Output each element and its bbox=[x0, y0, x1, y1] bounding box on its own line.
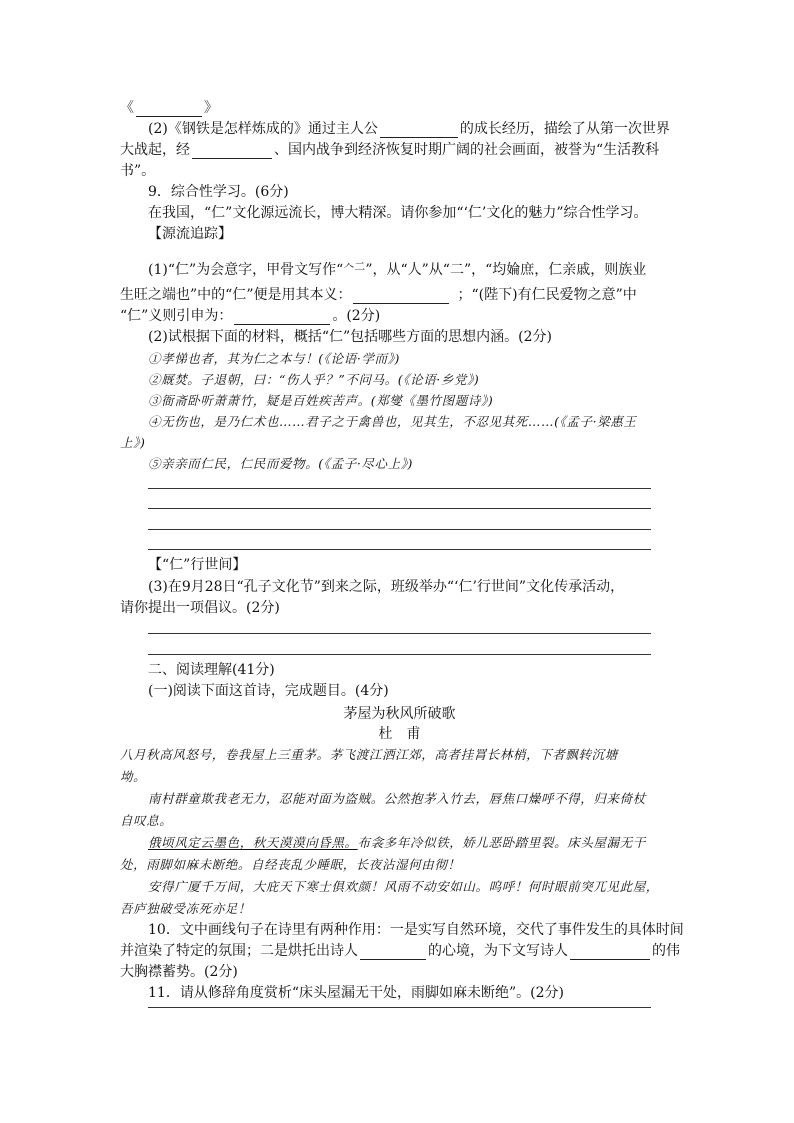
answer-blank[interactable] bbox=[353, 289, 449, 304]
poem-stanza-3 bbox=[148, 834, 646, 852]
poem-stanza-4: 安得广厦千万间，大庇天下寒士俱欢颜！风雨不动安如山。呜呼！何时眼前突兀见此屋， bbox=[148, 879, 659, 894]
section-ren-in-world: 【“仁”行世间】 bbox=[148, 557, 247, 573]
answer-blank[interactable] bbox=[380, 123, 458, 138]
part2-heading: 二、阅读理解(41分) bbox=[148, 662, 275, 678]
poem-stanza-4-cont: 吾庐独破受冻死亦足！ bbox=[120, 901, 252, 916]
answer-line[interactable] bbox=[148, 633, 651, 634]
answer-blank[interactable] bbox=[136, 102, 202, 117]
q10-line3: 大胸襟蓄势。(2分) bbox=[120, 964, 238, 980]
q9-p1-line3 bbox=[120, 307, 380, 325]
q11: 11．请从修辞角度赏析“床头屋漏无干处，雨脚如麻未断绝”。(2分) bbox=[148, 985, 564, 1001]
q9-p3-line2: 请你提出一项倡议。(2分) bbox=[120, 600, 280, 616]
poem-stanza-2: 南村群童欺我老无力，忍能对面为盗贼。公然抱茅入竹去，唇焦口燥呼不得，归来倚杖 bbox=[148, 791, 646, 806]
text: 的成长经历，描绘了从第一次世界 bbox=[459, 121, 670, 137]
material-5: ⑤亲亲而仁民，仁民而爱物。(《孟子·尽心上》) bbox=[148, 456, 414, 471]
answer-line[interactable] bbox=[148, 654, 651, 655]
section-source-tracing: 【源流追踪】 bbox=[148, 226, 232, 242]
book-open-mark: 《 bbox=[120, 100, 134, 116]
material-1: ①孝悌也者，其为仁之本与！(《论语·学而》) bbox=[148, 351, 400, 366]
answer-blank[interactable] bbox=[234, 310, 330, 325]
part2-sub1: (一)阅读下面这首诗，完成题目。(4分) bbox=[148, 683, 389, 699]
text: ”，从“人”从“二”，“均婨庶，仁亲戚，则族业 bbox=[365, 262, 647, 278]
q9-intro: 在我国，“仁”文化源远流长，博大精深。请你参加“‘仁’文化的魅力”综合性学习。 bbox=[148, 205, 648, 221]
q9-p1-line2 bbox=[120, 286, 637, 304]
poem-author: 杜 甫 bbox=[378, 726, 421, 742]
answer-blank[interactable] bbox=[360, 945, 426, 960]
answer-line[interactable] bbox=[148, 488, 651, 489]
material-2: ②厩焚。子退朝，曰：“伤人乎？”不问马。(《论语·乡党》) bbox=[148, 372, 480, 387]
q9-p1-line1 bbox=[148, 258, 646, 279]
text: 并渲染了特定的氛围；二是烘托出诗人 bbox=[120, 943, 358, 959]
text: 大战起，经 bbox=[120, 142, 190, 158]
answer-line[interactable] bbox=[148, 508, 651, 509]
q8-p2-line2 bbox=[120, 141, 659, 159]
answer-line[interactable] bbox=[148, 529, 651, 530]
poem-stanza-1-cont: 坳。 bbox=[120, 769, 147, 784]
underlined-sentence: 俄顷风定云墨色，秋天漠漠向昏黑。 bbox=[148, 835, 358, 850]
poem-stanza-3-cont: 处，雨脚如麻未断绝。自经丧乱少睡眠，长夜沾湿何由彻！ bbox=[120, 857, 461, 872]
q9-p2: (2)试根据下面的材料，概括“仁”包括哪些方面的思想内涵。(2分) bbox=[148, 329, 552, 345]
text: 。(2分) bbox=[332, 308, 381, 324]
text: (1)“仁”为会意字，甲骨文写作“ bbox=[148, 262, 344, 278]
text: 的伟 bbox=[652, 943, 680, 959]
poem-stanza-1: 八月秋高风怒号，卷我屋上三重茅。茅飞渡江洒江郊，高者挂罥长林梢，下者飘转沉塘 bbox=[120, 747, 618, 762]
material-4: ④无伤也，是乃仁术也……君子之于禽兽也，见其生，不忍见其死……(《孟子·梁惠王 bbox=[148, 414, 637, 429]
answer-blank[interactable] bbox=[570, 945, 650, 960]
poem-title: 茅屋为秋风所破歌 bbox=[343, 706, 456, 722]
text: ；“(陛下)有仁民爱物之意”中 bbox=[457, 287, 637, 303]
q9-title: 9．综合性学习。(6分) bbox=[148, 184, 289, 200]
q10-line1: 10．文中画线句子在诗里有两种作用：一是实写自然环境，交代了事件发生的具体时间 bbox=[148, 922, 684, 938]
answer-blank[interactable] bbox=[192, 144, 272, 159]
q8-p2-line1 bbox=[148, 120, 670, 138]
book-blank-line bbox=[120, 99, 218, 117]
poem-stanza-2-cont: 自叹息。 bbox=[120, 813, 173, 828]
text: 、国内战争到经济恢复时期广阔的社会画面，被誉为“生活教科 bbox=[274, 142, 660, 158]
answer-line[interactable] bbox=[148, 549, 651, 550]
text: “仁”义则引申为： bbox=[120, 308, 233, 324]
text: (2)《钢铁是怎样炼成的》通过主人公 bbox=[148, 121, 378, 137]
text: 布衾多年冷似铁，娇儿恶卧踏里裂。床头屋漏无干 bbox=[357, 835, 646, 850]
material-3: ③衙斋卧听萧萧竹，疑是百姓疾苦声。(郑燮《墨竹图题诗》) bbox=[148, 393, 494, 408]
answer-line[interactable] bbox=[148, 1007, 651, 1008]
q9-p3-line1: (3)在9月28日“孔子文化节”到来之际，班级举办“‘仁’行世间”文化传承活动， bbox=[148, 579, 625, 595]
text: 的心境，为下文写诗人 bbox=[428, 943, 568, 959]
text: 生旺之端也”中的“仁”便是用其本义： bbox=[120, 287, 352, 303]
q10-line2 bbox=[120, 942, 680, 960]
oracle-bone-glyph-icon: 𠆢二 bbox=[343, 260, 366, 273]
book-close-mark: 》 bbox=[204, 100, 218, 116]
q8-p2-line3: 书”。 bbox=[120, 163, 156, 179]
material-4-cont: 上》) bbox=[120, 435, 146, 450]
